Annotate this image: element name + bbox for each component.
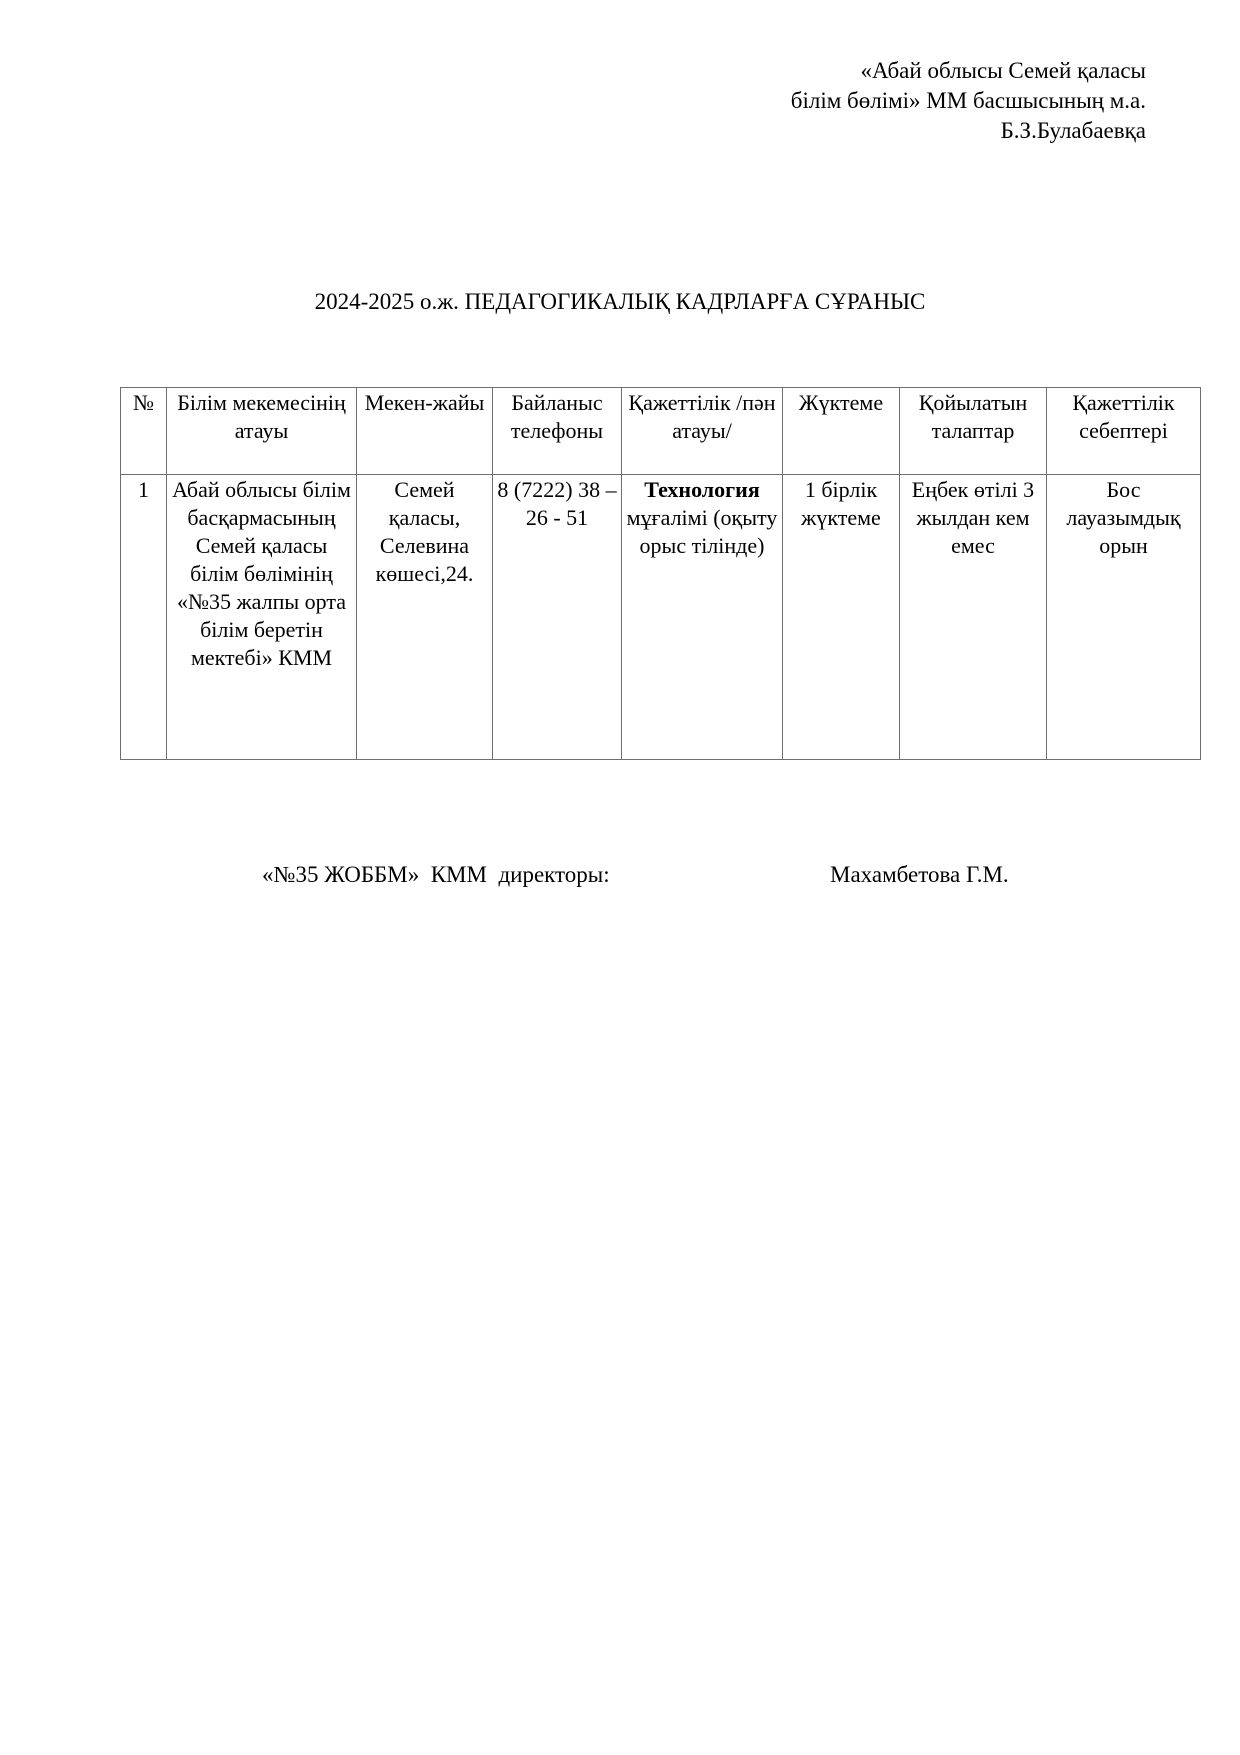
cell-number: 1 [121,475,167,760]
header-number: № [121,388,167,475]
cell-phone: 8 (7222) 38 – 26 - 51 [493,475,622,760]
addressee-line-2: білім бөлімі» ММ басшысының м.а. [790,88,1146,113]
subject-name: Технология [644,477,760,502]
header-institution: Білім мекемесінің атауы [167,388,357,475]
cell-reason: Бос лауазымдық орын [1047,475,1201,760]
addressee-line-1: «Абай облысы Семей қаласы [860,58,1146,83]
header-load: Жүктеме [783,388,900,475]
table-row [121,475,1201,760]
cell-institution: Абай облысы білім басқармасының Семей қаласы білім бөлімінің «№35 жалпы орта білім беретін мектебі» КММ [167,475,357,760]
signature-role: «№35 ЖОББМ» КММ директоры: [262,862,610,887]
request-table [120,387,1201,760]
addressee-block [791,56,1146,146]
cell-subject [622,475,783,760]
signature-name: Махамбетова Г.М. [830,862,1009,887]
cell-requirements: Еңбек өтілі 3 жылдан кем емес [900,475,1047,760]
header-phone: Байланыс телефоны [493,388,622,475]
header-reason: Қажеттілік себептері [1047,388,1201,475]
cell-load: 1 бірлік жүктеме [783,475,900,760]
header-requirements: Қойылатын талаптар [900,388,1047,475]
document-title: 2024-2025 о.ж. ПЕДАГОГИКАЛЫҚ КАДРЛАРҒА СҰРАНЫС [314,289,926,314]
header-address: Мекен-жайы [357,388,493,475]
table-header-row [121,388,1201,475]
subject-details: мұғалімі (оқыту орыс тілінде) [626,505,778,558]
header-subject: Қажеттілік /пән атауы/ [622,388,783,475]
cell-address: Семей қаласы, Селевина көшесі,24. [357,475,493,760]
addressee-line-3: Б.З.Булабаевқа [1000,118,1146,143]
